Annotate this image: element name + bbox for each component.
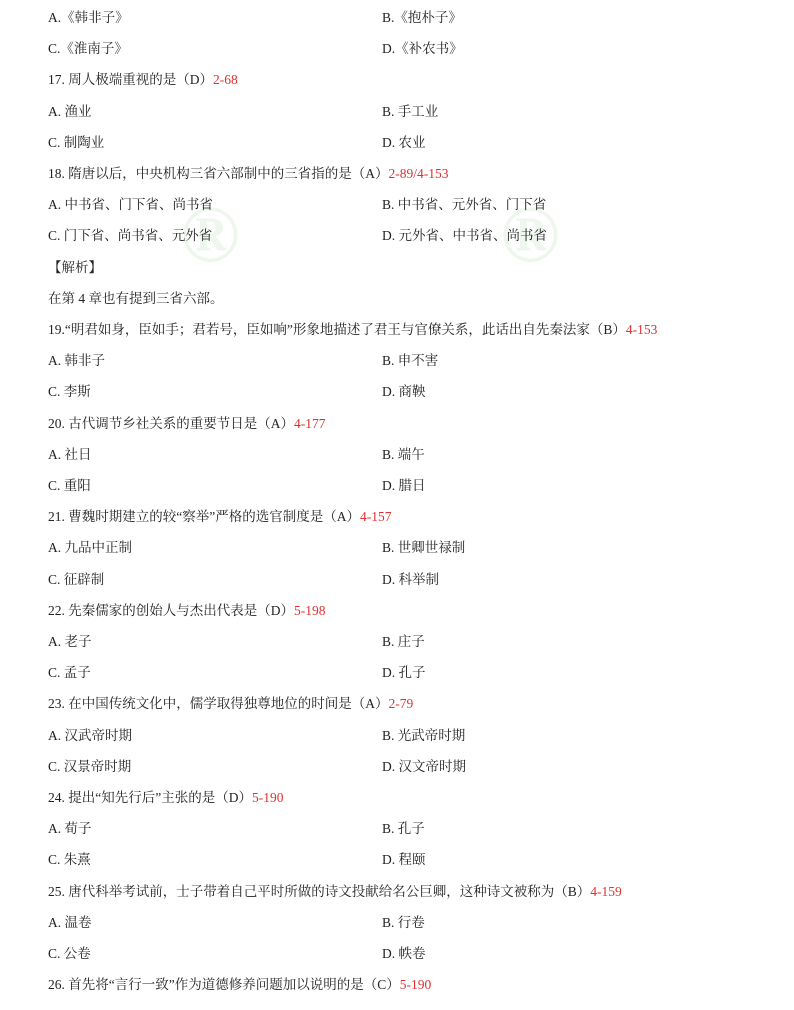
option-right: B. 孔子 bbox=[382, 821, 425, 837]
option-left: C.《淮南子》 bbox=[48, 41, 128, 57]
option-right: D. 孔子 bbox=[382, 665, 426, 681]
option-right: B. 手工业 bbox=[382, 103, 439, 119]
page-reference: 5-190 bbox=[399, 977, 432, 993]
question bbox=[48, 321, 657, 339]
option-right: B. 行卷 bbox=[382, 914, 425, 930]
options-row bbox=[48, 227, 748, 245]
question bbox=[48, 508, 391, 526]
options-row bbox=[48, 539, 748, 557]
options-row bbox=[48, 664, 748, 682]
watermark: ® bbox=[500, 191, 560, 279]
option-left: C. 朱熹 bbox=[48, 852, 91, 868]
options-row bbox=[48, 945, 748, 963]
options-row bbox=[48, 758, 748, 776]
options-row bbox=[48, 727, 748, 745]
options-row bbox=[48, 40, 748, 58]
question-text: 21. 曹魏时期建立的较“察举”严格的选官制度是（A） bbox=[48, 509, 360, 525]
question-text: 22. 先秦儒家的创始人与杰出代表是（D） bbox=[48, 602, 294, 618]
page-reference: 2-79 bbox=[388, 696, 414, 712]
options-row bbox=[48, 633, 748, 651]
options-row bbox=[48, 103, 748, 121]
explanation-text bbox=[48, 259, 102, 277]
options-row bbox=[48, 477, 748, 495]
question-text: 19.“明君如身，臣如手；君若号，臣如响”形象地描述了君王与官僚关系，此话出自先秦法家（B） bbox=[48, 322, 626, 337]
option-right: D. 商鞅 bbox=[382, 384, 426, 400]
question-text: 26. 首先将“言行一致”作为道德修养问题加以说明的是（C） bbox=[48, 977, 400, 993]
option-right: D. 元外省、中书省、尚书省 bbox=[382, 228, 547, 244]
option-left: A. 九品中正制 bbox=[48, 540, 132, 556]
option-right: D. 腊日 bbox=[382, 478, 426, 493]
option-right: D. 程颐 bbox=[382, 852, 426, 868]
question bbox=[48, 789, 283, 807]
question-text: 24. 提出“知先行后”主张的是（D） bbox=[48, 790, 252, 805]
option-right: D. 农业 bbox=[382, 134, 426, 150]
question bbox=[48, 883, 622, 901]
option-right: B.《抱朴子》 bbox=[382, 10, 462, 25]
options-row bbox=[48, 9, 748, 27]
question bbox=[48, 695, 413, 713]
question-text: 23. 在中国传统文化中，儒学取得独尊地位的时间是（A） bbox=[48, 696, 389, 712]
option-left: A.《韩非子》 bbox=[48, 10, 129, 25]
option-left: A. 社日 bbox=[48, 446, 92, 462]
option-right: D. 科举制 bbox=[382, 571, 439, 587]
options-row bbox=[48, 446, 748, 464]
option-left: A. 渔业 bbox=[48, 103, 92, 119]
options-row bbox=[48, 571, 748, 589]
options-row bbox=[48, 914, 748, 932]
option-left: C. 重阳 bbox=[48, 478, 91, 493]
options-row bbox=[48, 134, 748, 152]
option-left: A. 韩非子 bbox=[48, 353, 105, 369]
explanation-text bbox=[48, 290, 224, 308]
option-left: C. 制陶业 bbox=[48, 134, 105, 150]
page-reference: 4-157 bbox=[359, 509, 392, 525]
option-right: B. 庄子 bbox=[382, 634, 425, 649]
option-left: A. 汉武帝时期 bbox=[48, 727, 132, 743]
question bbox=[48, 71, 238, 89]
page-reference: 5-190 bbox=[251, 790, 284, 805]
option-right: D. 汉文帝时期 bbox=[382, 758, 466, 774]
option-right: B. 光武帝时期 bbox=[382, 727, 466, 743]
page-reference: 4-153 bbox=[625, 322, 658, 337]
question bbox=[48, 415, 326, 433]
question-text: 17. 周人极端重视的是（D） bbox=[48, 72, 213, 88]
page-reference: 5-198 bbox=[294, 602, 326, 618]
option-right: D.《补农书》 bbox=[382, 41, 463, 57]
option-left: C. 李斯 bbox=[48, 384, 91, 400]
watermark: ® bbox=[180, 191, 240, 279]
option-right: B. 中书省、元外省、门下省 bbox=[382, 197, 547, 213]
question bbox=[48, 602, 326, 620]
options-row bbox=[48, 383, 748, 401]
question-text: 25. 唐代科举考试前，士子带着自己平时所做的诗文投献给名公巨卿，这种诗文被称为（B） bbox=[48, 883, 591, 899]
options-row bbox=[48, 820, 748, 838]
page-reference: 4-159 bbox=[590, 883, 622, 899]
option-right: B. 申不害 bbox=[382, 353, 439, 369]
options-row bbox=[48, 352, 748, 370]
option-left: C. 公卷 bbox=[48, 946, 91, 961]
question bbox=[48, 976, 431, 994]
question bbox=[48, 165, 449, 183]
option-left: C. 孟子 bbox=[48, 665, 91, 681]
page-reference: 4-177 bbox=[294, 415, 326, 431]
text: 在第 4 章也有提到三省六部。 bbox=[48, 290, 224, 306]
option-left: A. 荀子 bbox=[48, 821, 92, 837]
question-text: 18. 隋唐以后，中央机构三省六部制中的三省指的是（A） bbox=[48, 166, 389, 181]
option-left: A. 老子 bbox=[48, 634, 92, 649]
question-text: 20. 古代调节乡社关系的重要节日是（A） bbox=[48, 415, 294, 431]
options-row bbox=[48, 196, 748, 214]
option-right: B. 世卿世禄制 bbox=[382, 540, 466, 556]
option-left: A. 温卷 bbox=[48, 914, 92, 930]
option-right: B. 端午 bbox=[382, 446, 425, 462]
page-reference: 2-89/4-153 bbox=[388, 166, 449, 181]
option-left: C. 汉景帝时期 bbox=[48, 758, 132, 774]
option-left: A. 中书省、门下省、尚书省 bbox=[48, 197, 213, 213]
page-reference: 2-68 bbox=[213, 72, 238, 88]
option-right: D. 帙卷 bbox=[382, 946, 426, 961]
option-left: C. 门下省、尚书省、元外省 bbox=[48, 228, 213, 244]
text: 【解析】 bbox=[48, 259, 102, 275]
options-row bbox=[48, 851, 748, 869]
option-left: C. 征辟制 bbox=[48, 571, 105, 587]
